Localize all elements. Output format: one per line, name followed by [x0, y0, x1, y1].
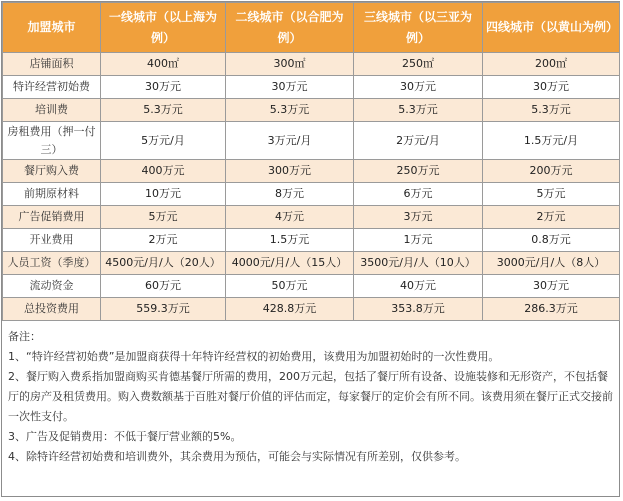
table-cell: 40万元 [354, 275, 483, 298]
row-label: 培训费 [3, 99, 101, 122]
note-line: 4、除特许经营初始费和培训费外，其余费用为预估，可能会与实际情况有所差别，仅供参考。 [8, 450, 466, 463]
row-label: 流动资金 [3, 275, 101, 298]
row-label: 餐厅购入费 [3, 160, 101, 183]
table-cell: 30万元 [354, 76, 483, 99]
table-cell: 250万元 [354, 160, 483, 183]
row-label: 店铺面积 [3, 53, 101, 76]
table-cell: 200万元 [483, 160, 620, 183]
header-row [3, 3, 620, 53]
note-line: 1、“特许经营初始费”是加盟商获得十年特许经营权的初始费用，该费用为加盟初始时的一次性费用。 [8, 350, 500, 363]
franchise-cost-document [1, 1, 620, 497]
table-cell: 2万元 [483, 206, 620, 229]
header-tier4-city: 四线城市（以黄山为例） [483, 3, 620, 53]
table-cell: 30万元 [226, 76, 354, 99]
table-cell: 300万元 [226, 160, 354, 183]
table-cell: 1万元 [354, 229, 483, 252]
table-row [3, 252, 620, 275]
row-label: 开业费用 [3, 229, 101, 252]
table-cell: 4万元 [226, 206, 354, 229]
table-cell: 0.8万元 [483, 229, 620, 252]
table-cell: 286.3万元 [483, 298, 620, 321]
table-cell: 30万元 [101, 76, 226, 99]
table-cell: 5.3万元 [354, 99, 483, 122]
table-cell: 4500元/月/人（20人） [101, 252, 226, 275]
table-cell: 5.3万元 [226, 99, 354, 122]
row-label: 前期原材料 [3, 183, 101, 206]
table-cell: 3000元/月/人（8人） [483, 252, 620, 275]
table-row [3, 53, 620, 76]
table-cell: 3万元 [354, 206, 483, 229]
table-cell: 30万元 [483, 76, 620, 99]
table-row [3, 76, 620, 99]
notes-title: 备注： [8, 330, 41, 343]
table-cell: 2万元/月 [354, 122, 483, 160]
header-city-label: 加盟城市 [3, 3, 101, 53]
table-cell: 250㎡ [354, 53, 483, 76]
table-cell: 50万元 [226, 275, 354, 298]
header-tier1-city: 一线城市（以上海为例） [101, 3, 226, 53]
table-cell: 200㎡ [483, 53, 620, 76]
table-cell: 400万元 [101, 160, 226, 183]
table-row [3, 229, 620, 252]
row-label: 房租费用（押一付三） [3, 122, 101, 160]
table-header [3, 3, 620, 53]
table-cell: 10万元 [101, 183, 226, 206]
table-cell: 3500元/月/人（10人） [354, 252, 483, 275]
table-cell: 5.3万元 [101, 99, 226, 122]
table-cell: 30万元 [483, 275, 620, 298]
table-row [3, 298, 620, 321]
header-tier2-city: 二线城市（以合肥为例） [226, 3, 354, 53]
table-row [3, 183, 620, 206]
table-cell: 5万元 [483, 183, 620, 206]
table-cell: 428.8万元 [226, 298, 354, 321]
table-body [3, 53, 620, 321]
table-cell: 5.3万元 [483, 99, 620, 122]
table-cell: 6万元 [354, 183, 483, 206]
table-row [3, 122, 620, 160]
table-cell: 300㎡ [226, 53, 354, 76]
row-label: 广告促销费用 [3, 206, 101, 229]
table-cell: 8万元 [226, 183, 354, 206]
table-row [3, 160, 620, 183]
note-line: 2、餐厅购入费系指加盟商购买肯德基餐厅所需的费用，200万元起，包括了餐厅所有设备、设施装修和无形资产，不包括餐厅的房产及租赁费用。购入费数额基于百胜对餐厅价值的评估而定，每家餐厅的定价会有所不同。该费用须在餐厅正式交接前一次性支付。 [8, 370, 613, 423]
table-cell: 1.5万元 [226, 229, 354, 252]
table-cell: 400㎡ [101, 53, 226, 76]
table-cell: 2万元 [101, 229, 226, 252]
row-label: 特许经营初始费 [3, 76, 101, 99]
table-row [3, 206, 620, 229]
table-cell: 3万元/月 [226, 122, 354, 160]
row-label: 人员工资（季度） [3, 252, 101, 275]
table-row [3, 275, 620, 298]
table-cell: 60万元 [101, 275, 226, 298]
franchise-cost-table [2, 2, 620, 321]
table-row [3, 99, 620, 122]
table-cell: 5万元 [101, 206, 226, 229]
row-label: 总投资费用 [3, 298, 101, 321]
table-cell: 559.3万元 [101, 298, 226, 321]
table-cell: 1.5万元/月 [483, 122, 620, 160]
notes-section [2, 321, 619, 467]
table-cell: 4000元/月/人（15人） [226, 252, 354, 275]
table-cell: 353.8万元 [354, 298, 483, 321]
header-tier3-city: 三线城市（以三亚为例） [354, 3, 483, 53]
note-line: 3、广告及促销费用：不低于餐厅营业额的5%。 [8, 430, 242, 443]
table-cell: 5万元/月 [101, 122, 226, 160]
